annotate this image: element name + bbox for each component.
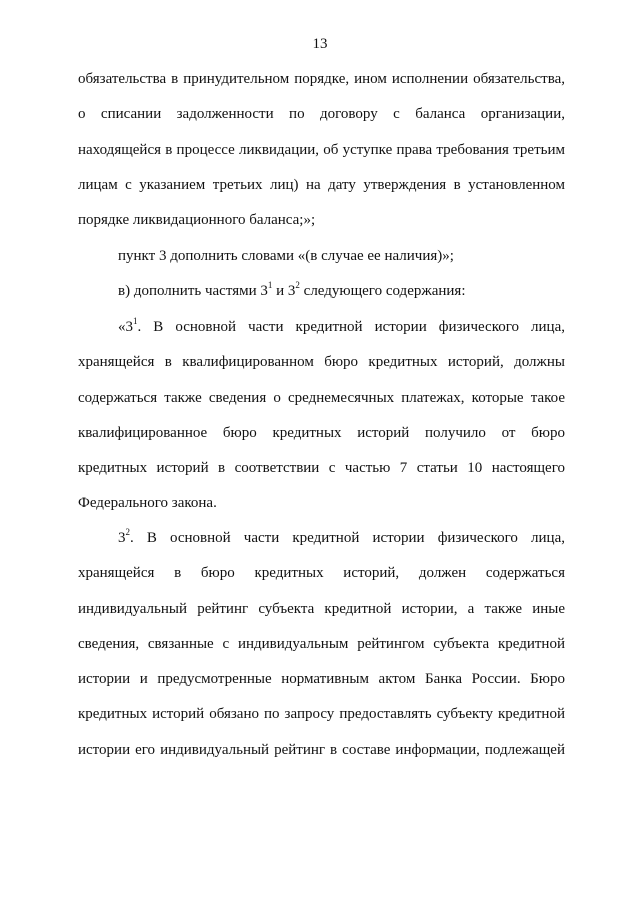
- item-v-text-middle: и 3: [272, 283, 296, 299]
- paragraph-line: порядке ликвидационного баланса;»;: [78, 212, 316, 229]
- part-3-1-paragraph: [78, 310, 565, 522]
- paragraph-line: кредитных историй в соответствии с частью 7 статьи 10 настоящего: [78, 460, 565, 477]
- part-3-2-paragraph: [78, 521, 565, 768]
- paragraph-line: истории и предусмотренные нормативным актом Банка России. Бюро: [78, 671, 565, 688]
- continuation-paragraph: [78, 62, 565, 238]
- paragraph-line: Федерального закона.: [78, 495, 217, 512]
- paragraph-line: обязательства в принудительном порядке, ином исполнении обязательства,: [78, 71, 565, 87]
- superscript: 2: [125, 527, 130, 537]
- part-lead: 3: [118, 530, 126, 546]
- page-number: 13: [312, 36, 328, 52]
- paragraph-line: пункт 3 дополнить словами «(в случае ее наличия)»;: [118, 248, 454, 264]
- superscript: 1: [133, 316, 138, 326]
- paragraph-line: [78, 274, 565, 309]
- point-3-paragraph: [78, 239, 565, 274]
- paragraph-line: истории его индивидуальный рейтинг в составе информации, подлежащей: [78, 741, 565, 758]
- paragraph-line: содержаться также сведения о среднемесячных платежах, которые такое: [78, 389, 565, 406]
- superscript: 2: [295, 280, 300, 290]
- paragraph-line: квалифицированное бюро кредитных историй получило от бюро: [78, 424, 565, 441]
- paragraph-line: [78, 310, 565, 345]
- part-first-line-rest: . В основной части кредитной истории физического лица,: [137, 319, 565, 335]
- paragraph-line: хранящейся в квалифицированном бюро кредитных историй, должны: [78, 354, 565, 371]
- part-lead: «3: [118, 319, 133, 335]
- paragraph-line: индивидуальный рейтинг субъекта кредитной истории, а также иные: [78, 600, 565, 617]
- paragraph-line: сведения, связанные с индивидуальным рейтингом субъекта кредитной: [78, 635, 565, 652]
- paragraph-line: лицам с указанием третьих лиц) на дату утверждения в установленном: [78, 176, 565, 193]
- paragraph-line: находящейся в процессе ликвидации, об уступке права требования третьим: [78, 141, 565, 158]
- paragraph-line: о списании задолженности по договору с баланса организации,: [78, 106, 565, 123]
- paragraph-line: хранящейся в бюро кредитных историй, должен содержаться: [78, 565, 565, 582]
- item-v-paragraph: [78, 274, 565, 309]
- paragraph-line: кредитных историй обязано по запросу предоставлять субъекту кредитной: [78, 706, 565, 723]
- paragraph-line: [78, 521, 565, 556]
- item-v-text-after: следующего содержания:: [299, 283, 466, 299]
- superscript: 1: [267, 280, 273, 290]
- part-first-line-rest: . В основной части кредитной истории физического лица,: [130, 530, 565, 546]
- item-v-text-before: в) дополнить частями 3: [118, 283, 268, 299]
